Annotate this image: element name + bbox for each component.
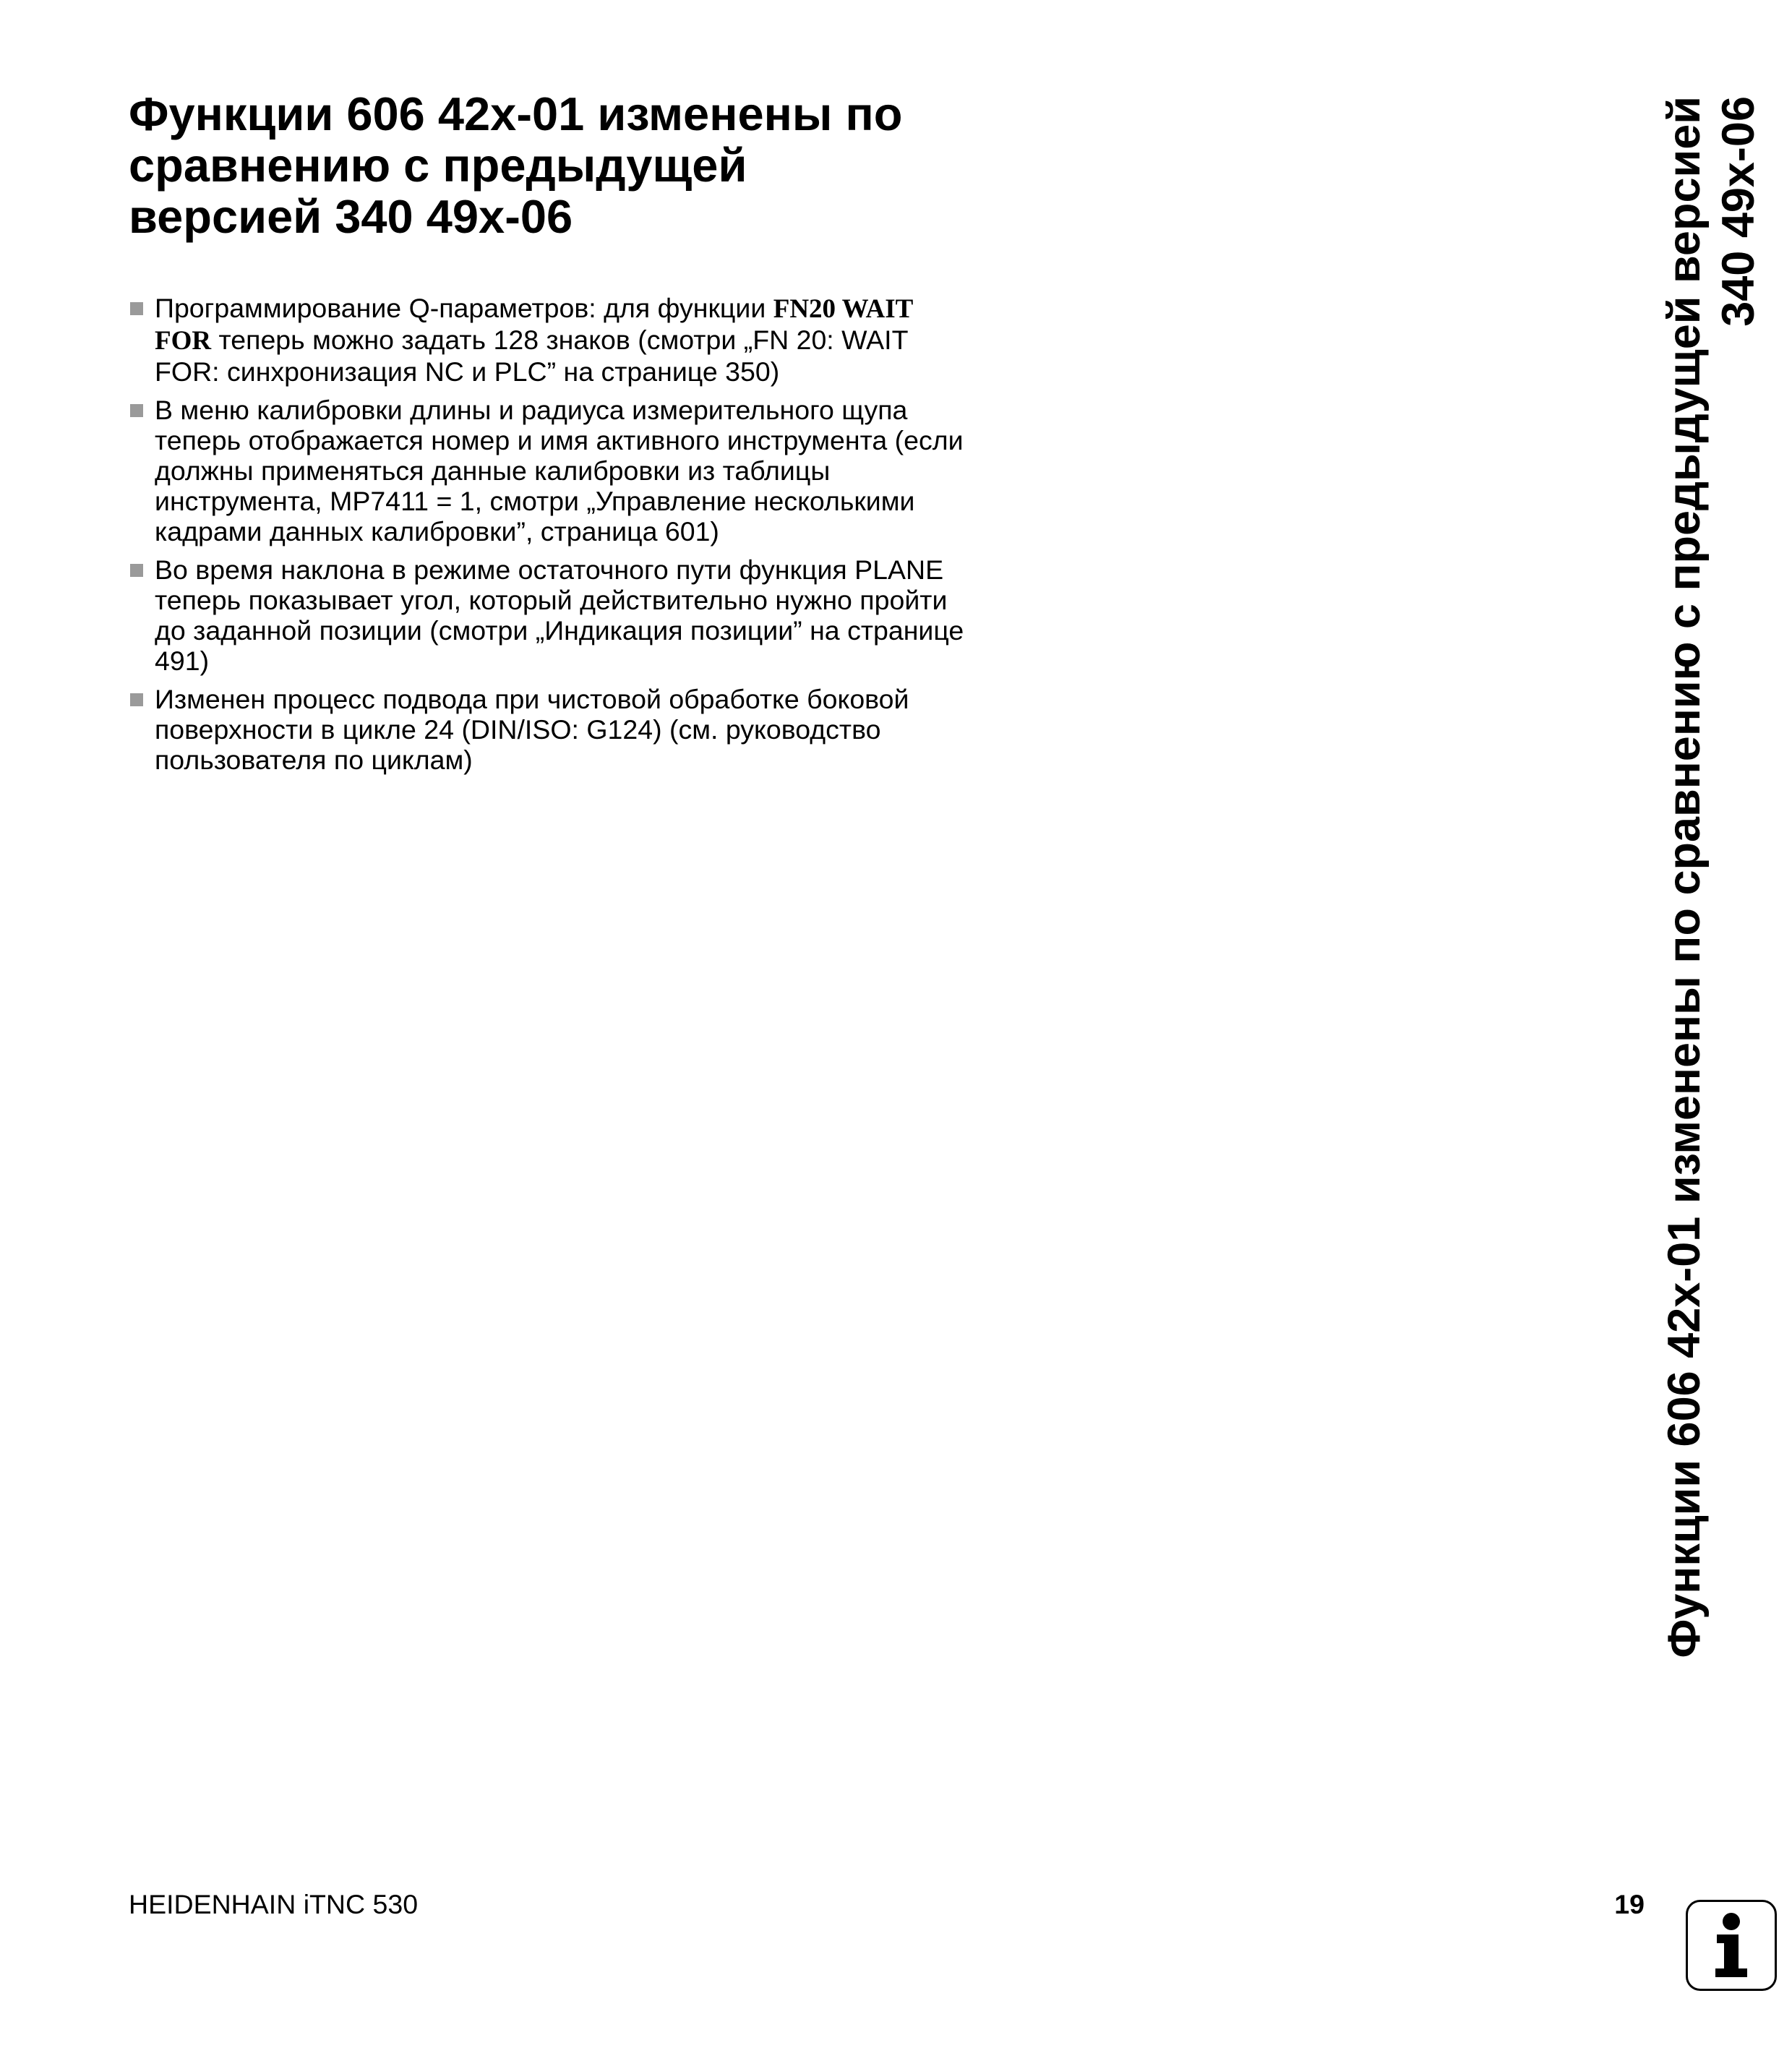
list-item-text: теперь можно задать 128 знаков (смотри „FN 20: WAIT FOR: синхронизация NC и PLC” на странице 350) xyxy=(155,325,908,387)
list-item-text: Программирование Q-параметров: для функции xyxy=(155,293,773,323)
side-title-line-1: Функции 606 42x-01 изменены по сравнению с предыдущей версией xyxy=(1659,96,1710,1658)
list-item xyxy=(129,684,974,775)
page-title-line-2: сравнению с предыдущей xyxy=(129,139,747,192)
side-title-line-2: 340 49x-06 xyxy=(1713,96,1764,327)
page-title xyxy=(129,88,1032,242)
list-item xyxy=(129,395,974,547)
change-list xyxy=(129,293,974,783)
list-item xyxy=(129,554,974,676)
list-item-text: В меню калибровки длины и радиуса измерительного щупа теперь отображается номер и имя активного инструмента (если должны применяться данные калибровки из таблицы инструмента, MP7411 = 1, смотри „Управление несколькими кадрами данных калибровки”, страница 601) xyxy=(155,395,964,547)
code-keyword: FN20 WAIT FOR xyxy=(155,294,913,356)
bullet-square-icon xyxy=(130,302,143,315)
bullet-square-icon xyxy=(130,564,143,577)
footer-manual-name: HEIDENHAIN iTNC 530 xyxy=(129,1889,419,1919)
page-number: 19 xyxy=(1614,1889,1645,1919)
page-title-line-1: Функции 606 42x-01 изменены по xyxy=(129,87,903,140)
list-item xyxy=(129,293,974,387)
info-icon xyxy=(1686,1900,1777,1991)
bullet-square-icon xyxy=(130,693,143,706)
page-title-line-3: версией 340 49x-06 xyxy=(129,190,573,243)
list-item-text: Во время наклона в режиме остаточного пути функция PLANE теперь показывает угол, который действительно нужно пройти до заданной позиции (смотри „Индикация позиции” на странице 491) xyxy=(155,554,964,676)
side-running-title xyxy=(1658,96,1766,1773)
bullet-square-icon xyxy=(130,404,143,417)
list-item-text: Изменен процесс подвода при чистовой обработке боковой поверхности в цикле 24 (DIN/ISO: G124) (см. руководство пользователя по циклам) xyxy=(155,684,909,775)
info-icon-glyph xyxy=(1688,1902,1775,1989)
